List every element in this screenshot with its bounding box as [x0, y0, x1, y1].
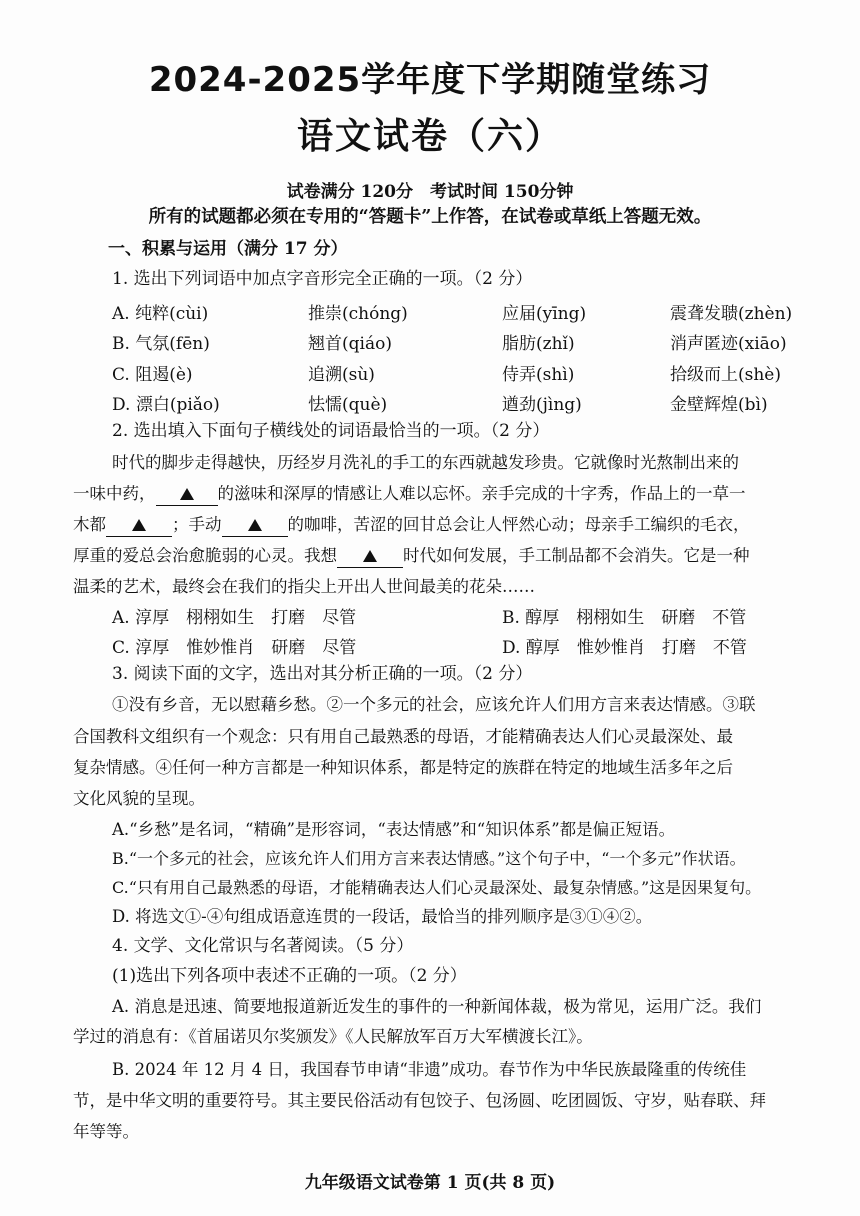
q1-word: B. 气氛(fēn) — [112, 334, 210, 354]
q4-sub1: (1)选出下列各项中表述不正确的一项。（2 分） — [112, 966, 467, 986]
q3-passage-line: 文化风貌的呈现。 — [73, 789, 205, 808]
q3-option-b: B.“一个多元的社会，应该允许人们用方言来表达情感。”这个句子中，“一个多元”作状语。 — [112, 849, 746, 868]
triangle-icon — [180, 488, 194, 500]
q1-row-d — [112, 390, 812, 415]
q1-word: 追溯(sù) — [308, 365, 375, 385]
q2-text: 时代如何发展，手工制品都不会消失。它是一种 — [403, 546, 750, 565]
q1-word: 侍弄(shì) — [502, 365, 575, 385]
blank — [156, 483, 218, 506]
q2-text: 木都 — [73, 515, 106, 534]
q2-option-a: A. 淳厚 栩栩如生 打磨 尽管 — [112, 608, 357, 628]
q1-word: 翘首(qiáo) — [308, 334, 392, 354]
q1-stem: 1. 选出下列词语中加点字音形完全正确的一项。（2 分） — [112, 269, 533, 289]
q2-option-c: C. 淳厚 惟妙惟肖 研磨 尽管 — [112, 638, 357, 658]
q1-word: A. 纯粹(cùi) — [112, 304, 209, 324]
q2-options-row — [112, 603, 812, 628]
q4-option-b-line: B. 2024 年 12 月 4 日，我国春节申请“非遗”成功。春节作为中华民族最隆重的传统佳 — [112, 1060, 747, 1079]
q4-option-b-line: 节，是中华文明的重要符号。其主要民俗活动有包饺子、包汤圆、吃团圆饭、守岁，贴春联、拜 — [73, 1091, 766, 1110]
q4-option-a-line: 学过的消息有：《首届诺贝尔奖颁发》《人民解放军百万大军横渡长江》。 — [73, 1027, 593, 1046]
q3-option-a: A.“乡愁”是名词，“精确”是形容词，“表达情感”和“知识体系”都是偏正短语。 — [112, 820, 676, 839]
q1-word: 遒劲(jìng) — [502, 395, 582, 415]
q2-passage-line — [73, 483, 746, 506]
exam-notice: 所有的试题都必须在专用的“答题卡”上作答，在试卷或草纸上答题无效。 — [148, 207, 712, 227]
q1-word: 震聋发聩(zhèn) — [670, 304, 793, 324]
q4-option-a-line: A. 消息是迅速、简要地报道新近发生的事件的一种新闻体裁，极为常见，运用广泛。我们 — [112, 997, 762, 1016]
q1-word: C. 阻遏(è) — [112, 365, 193, 385]
triangle-icon — [132, 519, 146, 531]
q1-word: 金壁辉煌(bì) — [670, 395, 768, 415]
q3-passage-line: ①没有乡音，无以慰藉乡愁。②一个多元的社会，应该允许人们用方言来表达情感。③联 — [112, 695, 756, 714]
blank — [106, 514, 172, 537]
q2-option-d: D. 醇厚 惟妙惟肖 打磨 不管 — [502, 638, 747, 658]
q2-text: 的咖啡，苦涩的回甘总会让人怦然心动；母亲手工编织的毛衣， — [287, 515, 750, 534]
q4-option-b-line: 年等等。 — [73, 1122, 139, 1141]
q2-text: ；手动 — [172, 515, 222, 534]
exam-title: 2024-2025学年度下学期随堂练习 — [148, 60, 712, 100]
q3-option-c: C.“只有用自己最熟悉的母语，才能精确表达人们心灵最深处、最复杂情感。”这是因果复句。 — [112, 878, 762, 897]
q1-row-a — [112, 299, 812, 324]
q3-stem: 3. 阅读下面的文字，选出对其分析正确的一项。（2 分） — [112, 664, 533, 684]
q1-word: 应届(yīng) — [502, 304, 587, 324]
q2-text: 一味中药， — [73, 484, 156, 503]
q2-passage-line: 时代的脚步走得越快，历经岁月洗礼的手工的东西就越发珍贵。它就像时光熬制出来的 — [112, 453, 739, 472]
q2-stem: 2. 选出填入下面句子横线处的词语最恰当的一项。（2 分） — [112, 421, 550, 441]
triangle-icon — [363, 550, 377, 562]
page-footer: 九年级语文试卷第 1 页(共 8 页) — [304, 1173, 556, 1193]
q2-passage-line: 温柔的艺术，最终会在我们的指尖上开出人世间最美的花朵…… — [73, 577, 535, 596]
q1-word: 推崇(chóng) — [308, 304, 408, 324]
q2-options-row — [112, 633, 812, 658]
q1-word: 拾级而上(shè) — [670, 365, 781, 385]
q3-passage-line: 复杂情感。④任何一种方言都是一种知识体系，都是特定的族群在特定的地域生活多年之后 — [73, 758, 733, 777]
q4-stem: 4. 文学、文化常识与名著阅读。（5 分） — [112, 936, 414, 956]
q1-word: 消声匿迹(xiāo) — [670, 334, 787, 354]
blank — [222, 514, 288, 537]
q1-word: D. 漂白(piǎo) — [112, 395, 220, 415]
q1-word: 脂肪(zhǐ) — [502, 334, 575, 354]
section-heading: 一、积累与运用（满分 17 分） — [108, 239, 348, 259]
q2-passage-line — [73, 514, 750, 537]
blank — [337, 545, 403, 568]
q2-text: 的滋味和深厚的情感让人难以忘怀。亲手完成的十字秀，作品上的一草一 — [217, 484, 746, 503]
exam-info: 试卷满分 120分 考试时间 150分钟 — [286, 182, 574, 202]
triangle-icon — [248, 519, 262, 531]
q3-passage-line: 合国教科文组织有一个观念：只有用自己最熟悉的母语，才能精确表达人们心灵最深处、最 — [73, 727, 733, 746]
q2-option-b: B. 醇厚 栩栩如生 研磨 不管 — [502, 608, 747, 628]
q1-word: 怯懦(què) — [308, 395, 388, 415]
exam-subtitle: 语文试卷（六） — [296, 116, 563, 157]
q2-text: 厚重的爱总会治愈脆弱的心灵。我想 — [73, 546, 337, 565]
q1-row-c — [112, 360, 812, 385]
q1-row-b — [112, 329, 812, 354]
q3-option-d: D. 将选文①-④句组成语意连贯的一段话，最恰当的排列顺序是③①④②。 — [112, 907, 653, 926]
q2-passage-line — [73, 545, 750, 568]
